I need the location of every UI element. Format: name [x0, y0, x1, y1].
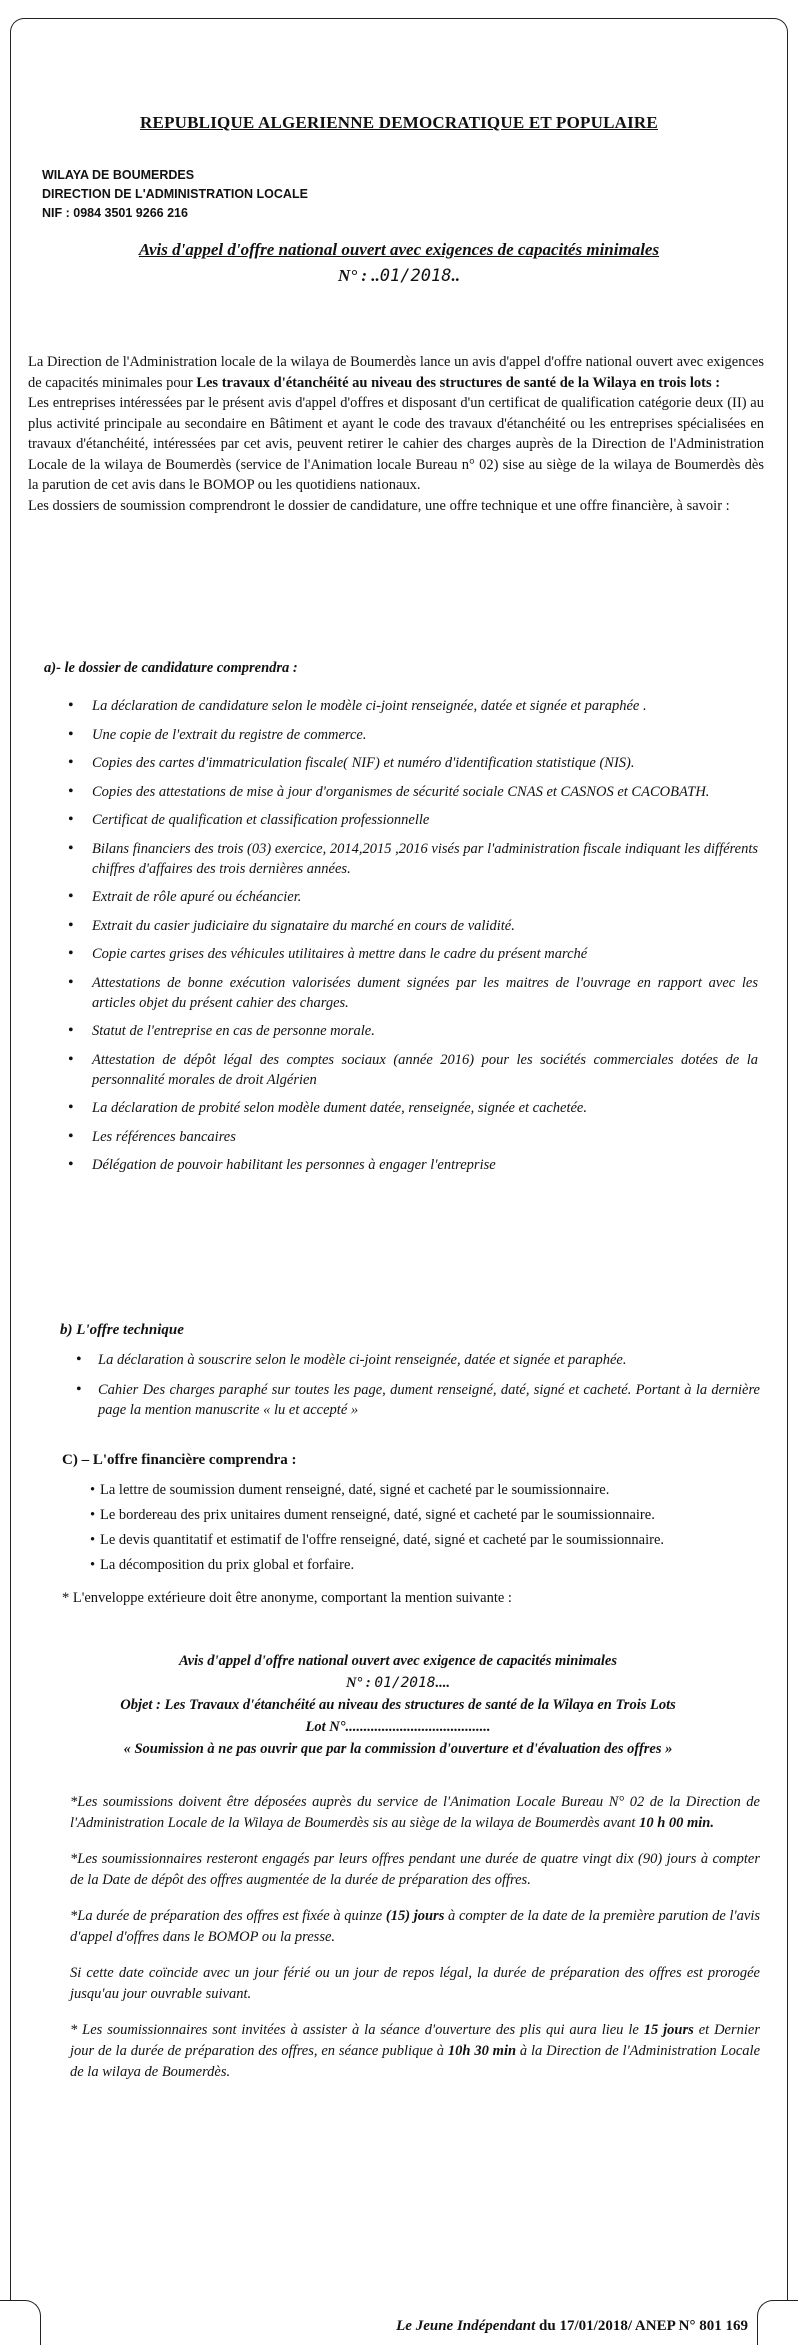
notice-number [0, 266, 798, 286]
envelope-number-suffix: .... [435, 1675, 450, 1691]
final-p5-bold-1: 15 jours [643, 2022, 694, 2038]
envelope-number-value: 01/2018 [374, 1675, 436, 1691]
frame-corner-right [757, 2300, 798, 2345]
intro-paragraph-1 [28, 352, 764, 393]
list-item: • La lettre de soumission dument renseigné, daté, signé et cacheté par le soumissionnaire. [92, 1480, 772, 1500]
notice-number-suffix: .. [451, 266, 460, 285]
final-paragraph-5 [70, 2020, 760, 2083]
list-item: • Les références bancaires [68, 1127, 758, 1147]
footer-newspaper: Le Jeune Indépendant [396, 2318, 536, 2334]
list-item: • Le bordereau des prix unitaires dument renseigné, daté, signé et cacheté par le soumissionnaire. [92, 1505, 772, 1525]
envelope-line-soumission: « Soumission à ne pas ouvrir que par la commission d'ouverture et d'évaluation des offres » [123, 1741, 673, 1757]
list-item: • Cahier Des charges paraphé sur toutes les page, dument renseigné, daté, signé et cacheté. Portant à la dernière page la mention manuscrite « lu et accepté » [76, 1380, 760, 1420]
list-item: • Attestation de dépôt légal des comptes sociaux (année 2016) pour les sociétés commerciales dotées de la personnalité morales de droit Algérien [68, 1050, 758, 1090]
admin-line-direction: DIRECTION DE L'ADMINISTRATION LOCALE [42, 187, 308, 201]
list-item: • Certificat de qualification et classification professionnelle [68, 810, 758, 830]
final-p1-text: *Les soumissions doivent être déposées auprès du service de l'Animation Locale Bureau N° 02 de la Direction de l'Administration Locale de la Wilaya de Boumerdès sis au siège de la wilaya de Boumerdès avant [70, 1794, 760, 1831]
intro-text [28, 352, 764, 516]
list-item: • La déclaration de probité selon modèle dument datée, renseignée, signée et cachetée. [68, 1098, 758, 1118]
final-p5-text-c: à la Direction de l'Administration Locale de la wilaya de Boumerdès. [70, 2043, 761, 2080]
list-item: • Copies des attestations de mise à jour d'organismes de sécurité sociale CNAS et CASNOS et CACOBATH. [68, 782, 758, 802]
envelope-number-label: N° : [346, 1675, 375, 1691]
envelope-line-number [28, 1672, 768, 1694]
final-p5-text-a: * Les soumissionnaires sont invitées à assister à la séance d'ouverture des plis qui aura lieu le [70, 2022, 644, 2038]
list-item: • Bilans financiers des trois (03) exercice, 2014,2015 ,2016 visés par l'administration fiscale indiquant les différents chiffres d'affaires des trois dernières années. [68, 839, 758, 879]
envelope-intro: * L'enveloppe extérieure doit être anonyme, comportant la mention suivante : [62, 1590, 512, 1606]
list-item: • Délégation de pouvoir habilitant les personnes à engager l'entreprise [68, 1155, 758, 1175]
section-a-heading: a)- le dossier de candidature comprendra : [44, 660, 298, 676]
intro-paragraph-2: Les entreprises intéressées par le présent avis d'appel d'offres et disposant d'un certificat de qualification catégorie deux (II) au plus activité principale au secondaire en Bâtiment et ayant le code des travaux d'étanchéité ou les entreprises spécialisées en travaux d'étanchéité, intéressées par cet avis, peuvent retirer le cahier des charges auprès de la Direction de l'Administration Locale de la wilaya de Boumerdès (service de l'Animation locale Bureau n° 02) sise au siège de la wilaya de Boumerdès dès la parution de cet avis dans le BOMOP ou les quotidiens nationaux. [28, 395, 764, 493]
final-p5-bold-2: 10h 30 min [447, 2043, 517, 2059]
envelope-line-avis: Avis d'appel d'offre national ouvert avec exigence de capacités minimales [178, 1653, 618, 1669]
final-paragraph-2: *Les soumissionnaires resteront engagés par leurs offres pendant une durée de quatre vingt dix (90) jours à compter de la Date de dépôt des offres augmentée de la durée de préparation des offres. [70, 1851, 760, 1888]
final-paragraph-4: Si cette date coïncide avec un jour férié ou un jour de repos légal, la durée de préparation des offres est prorogée jusqu'au jour ouvrable suivant. [70, 1965, 760, 2002]
list-item: • Copie cartes grises des véhicules utilitaires à mettre dans le cadre du présent marché [68, 944, 758, 964]
intro-paragraph-3: Les dossiers de soumission comprendront le dossier de candidature, une offre technique et une offre financière, à savoir : [28, 497, 730, 514]
final-p3-bold: (15) jours [385, 1908, 445, 1924]
list-item: • La déclaration à souscrire selon le modèle ci-joint renseignée, datée et signée et paraphée. [76, 1350, 760, 1370]
list-item: • Une copie de l'extrait du registre de commerce. [68, 725, 758, 745]
list-item: • Extrait de rôle apuré ou échéancier. [68, 887, 758, 907]
list-item: • Extrait du casier judiciaire du signataire du marché en cours de validité. [68, 916, 758, 936]
final-paragraph-3 [70, 1906, 760, 1948]
section-a-list [68, 696, 758, 1184]
footer-reference: du 17/01/2018/ ANEP N° 801 169 [535, 2318, 748, 2334]
republic-title: REPUBLIQUE ALGERIENNE DEMOCRATIQUE ET POPULAIRE [140, 113, 658, 132]
notice-number-label: N° : .. [338, 266, 380, 285]
list-item: • Le devis quantitatif et estimatif de l'offre renseigné, daté, signé et cacheté par le soumissionnaire. [92, 1530, 772, 1550]
notice-title: Avis d'appel d'offre national ouvert avec exigences de capacités minimales [138, 240, 660, 259]
final-p3-text-b: à compter de la date de la première parution de l'avis d'appel d'offres dans le BOMOP ou la presse. [70, 1908, 760, 1945]
admin-line-nif: NIF : 0984 3501 9266 216 [42, 206, 188, 220]
intro-p1-bold: Les travaux d'étanchéité au niveau des structures de santé de la Wilaya en trois lots : [196, 374, 721, 391]
envelope-line-lot: Lot N°........................................ [305, 1719, 491, 1735]
final-p1-bold: 10 h 00 min. [639, 1815, 714, 1831]
final-paragraph-1 [70, 1792, 760, 1834]
frame-corner-left [0, 2300, 41, 2345]
notice-number-value: 01/2018 [379, 266, 452, 286]
final-p5-text-b: et Dernier jour de la durée de préparation des offres, en séance publique à [70, 2022, 760, 2059]
final-p3-text-a: *La durée de préparation des offres est fixée à quinze [70, 1908, 386, 1924]
section-c-heading: C) – L'offre financière comprendra : [62, 1452, 297, 1468]
list-item: • Attestations de bonne exécution valorisées dument signées par les maitres de l'ouvrage en rapport avec les articles objet du présent cahier des charges. [68, 973, 758, 1013]
list-item: • La décomposition du prix global et forfaire. [92, 1555, 772, 1575]
list-item: • La déclaration de candidature selon le modèle ci-joint renseignée, datée et signée et paraphée . [68, 696, 758, 716]
list-item: • Statut de l'entreprise en cas de personne morale. [68, 1021, 758, 1041]
intro-p1-text: La Direction de l'Administration locale de la wilaya de Boumerdès lance un avis d'appel d'offre national ouvert avec exigences de capacités minimales pour [28, 354, 764, 391]
administration-block [42, 166, 308, 223]
section-c-list [92, 1480, 772, 1580]
section-b-heading: b) L'offre technique [60, 1322, 184, 1338]
list-item: • Copies des cartes d'immatriculation fiscale( NIF) et numéro d'identification statistique (NIS). [68, 753, 758, 773]
envelope-mention [28, 1650, 768, 1760]
publication-footer [396, 2318, 748, 2335]
envelope-line-objet: Objet : Les Travaux d'étanchéité au niveau des structures de santé de la Wilaya en Trois Lots [120, 1697, 676, 1713]
section-b-list [76, 1350, 760, 1430]
admin-line-wilaya: WILAYA DE BOUMERDES [42, 168, 195, 182]
final-conditions [70, 1792, 760, 2098]
